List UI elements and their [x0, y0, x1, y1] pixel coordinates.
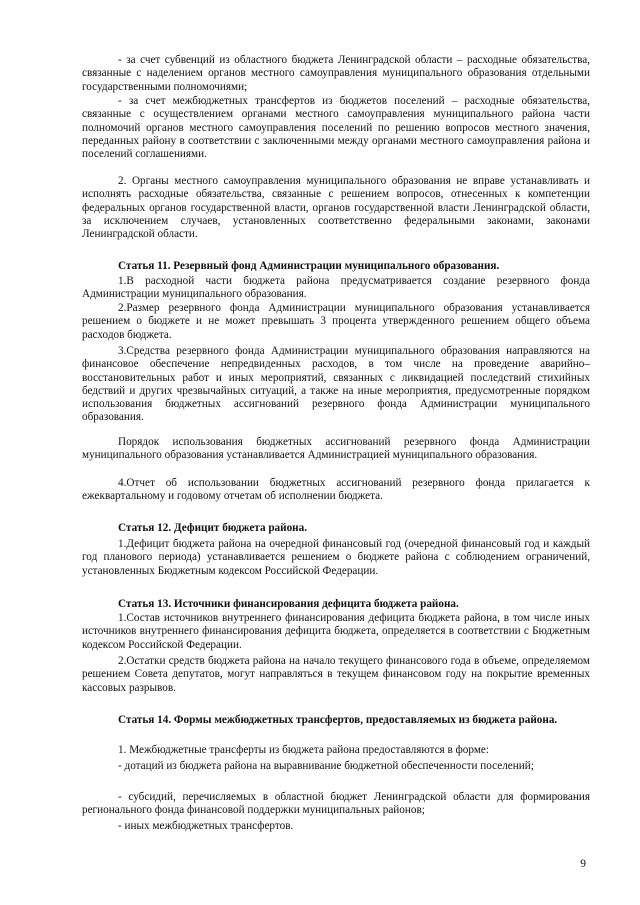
paragraph-article10-item2: 2. Органы местного самоуправления муниципального образования не вправе устанавливать и исполнять расходные обязательства, связанные с решением вопросов, отнесенных к компетенции федеральных органов государственной власти, органов государственной власти Ленинградской области, за исключением случаев, установленных соответственно федеральными законами, законами Ленинградской области. — [82, 175, 590, 241]
article-11-heading: Статья 11. Резервный фонд Администрации муниципального образования. — [118, 260, 500, 272]
paragraph-article14-subsidies: - субсидий, перечисляемых в областной бюджет Ленинградской области для формирования регионального фонда финансовой поддержки муниципальных районов; — [82, 791, 590, 817]
paragraph-article11-item4: 4.Отчет об использовании бюджетных ассигнований резервного фонда прилагается к ежеквартальному и годовому отчетам об исполнении бюджета. — [82, 477, 590, 503]
paragraph-article11-item3: 3.Средства резервного фонда Администрации муниципального образования направляются на финансовое обеспечение непредвиденных расходов, в том числе на проведение аварийно–восстановительных работ и иных мероприятий, связанных с ликвидацией последствий стихийных бедствий и других чрезвычайных ситуаций, а также на иные мероприятия, предусмотренные порядком использования бюджетных ассигнований резервного фонда Администрации муниципального образования. — [82, 345, 590, 424]
paragraph-article13-item1: 1.Состав источников внутреннего финансирования дефицита бюджета района, в том числе иных источников внутреннего финансирования дефицита бюджета, определяется в соответствии с Бюджетным кодексом Российской Федерации. — [82, 612, 590, 651]
paragraph-article14-other: - иных межбюджетных трансфертов. — [118, 820, 294, 832]
paragraph-article13-item2: 2.Остатки средств бюджета района на начало текущего финансового года в объеме, определяемом решением Совета депутатов, могут направляться в текущем финансовом году на покрытие временных кассовых разрывов. — [82, 655, 590, 694]
paragraph-article12-item1: 1.Дефицит бюджета района на очередной финансовый год (очередной финансовый год и каждый год планового периода) устанавливается решением о бюджете района с соблюдением ограничений, установленных Бюджетным кодексом Российской Федерации. — [82, 538, 590, 577]
paragraph-article14-grants: - дотаций из бюджета района на выравнивание бюджетной обеспеченности поселений; — [118, 760, 534, 772]
paragraph-article14-item1: 1. Межбюджетные трансферты из бюджета района предоставляются в форме: — [118, 744, 489, 756]
paragraph-article11-order: Порядок использования бюджетных ассигнований резервного фонда Администрации муниципального образования устанавливается Администрацией муниципального образования. — [82, 436, 590, 462]
paragraph-interbudget-transfers: - за счет межбюджетных трансфертов из бюджетов поселений – расходные обязательства, связанные с осуществлением органами местного самоуправления муниципального района части полномочий органов местного самоуправления поселений по решению вопросов местного значения, переданных району в соответствии с заключенными между органами местного самоуправления района и поселений соглашениями. — [82, 95, 590, 161]
paragraph-article11-item2: 2.Размер резервного фонда Администрации муниципального образования устанавливается решением о бюджете и не может превышать 3 процента утвержденного решением общего объема расходов бюджета. — [82, 302, 590, 341]
article-12-heading: Статья 12. Дефицит бюджета района. — [118, 522, 308, 534]
page-number: 9 — [580, 858, 586, 870]
paragraph-article11-item1: 1.В расходной части бюджета района предусматривается создание резервного фонда Администрации муниципального образования. — [82, 275, 590, 301]
article-13-heading: Статья 13. Источники финансирования дефицита бюджета района. — [118, 598, 459, 610]
article-14-heading: Статья 14. Формы межбюджетных трансфертов, предоставляемых из бюджета района. — [118, 714, 558, 726]
paragraph-subventions: - за счет субвенций из областного бюджета Ленинградской области – расходные обязательства, связанные с наделением органов местного самоуправления муниципального образования отдельными государственными полномочиями; — [82, 54, 590, 93]
